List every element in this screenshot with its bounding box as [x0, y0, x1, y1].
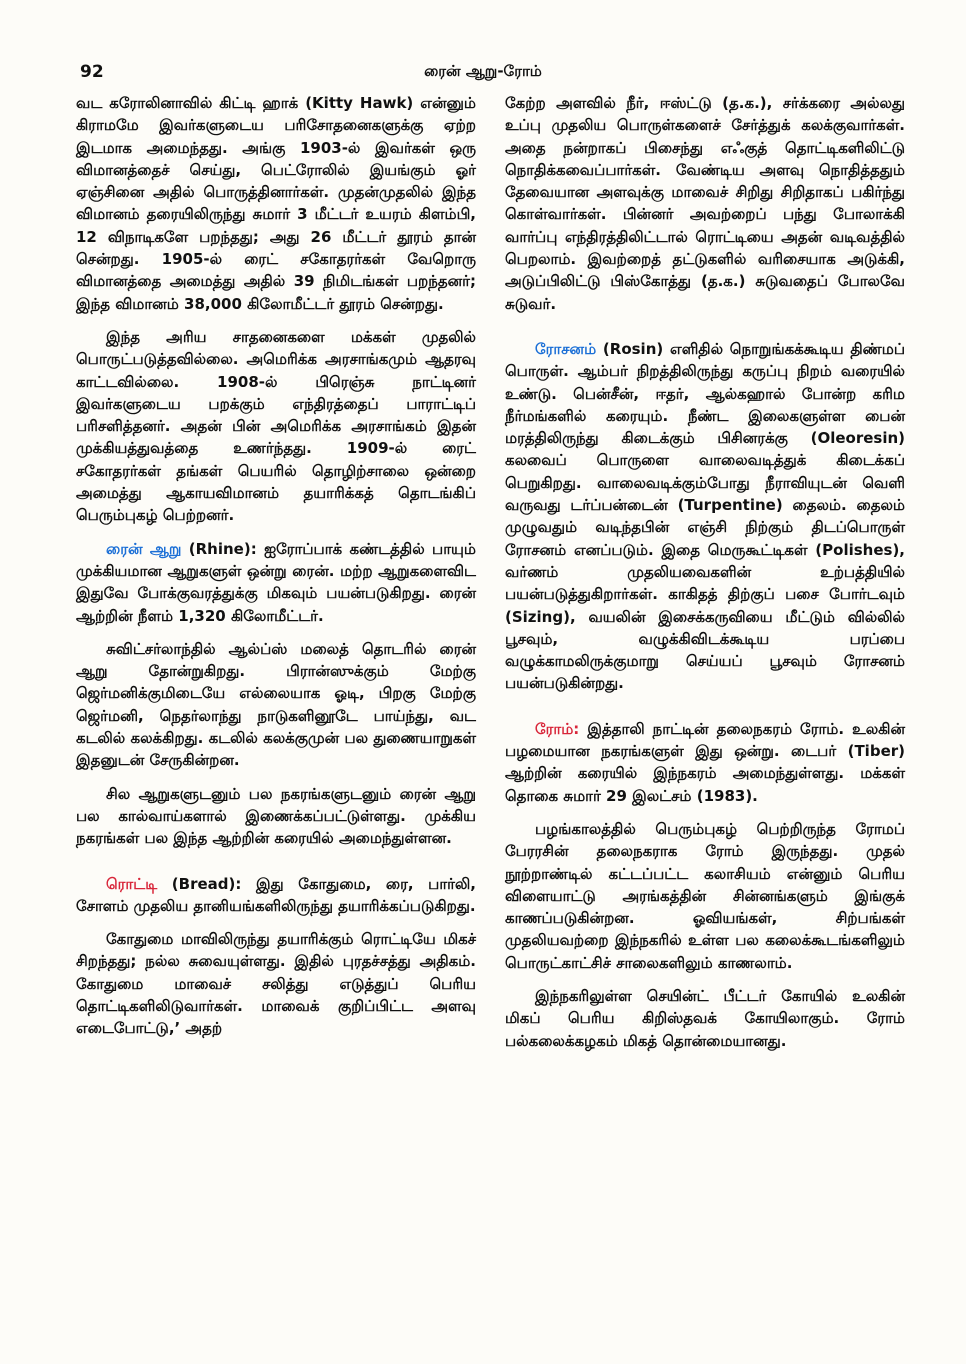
- rhine-heading: ரைன் ஆறு: [106, 539, 182, 558]
- wright-continuation-paragraph: வட கரோலினாவில் கிட்டி ஹாக் (Kitty Hawk) என்னும் கிராமமே இவர்களுடைய பரிசோதனைகளுக்கு ஏற்ற இடமாக அமைந்தது. அங்கு 1903-ல் இவர்கள் ஒரு விமானத்தைச் செய்து, பெட்ரோலில் இயங்கும் ஓர் ஏஞ்சினை அதில் பொருத்தினார்கள். முதன்முதலில் இந்த விமானம் தரையிலிருந்து சுமார் 3 மீட்டர் உயரம் கிளம்பி, 12 விநாடிகளே பறந்தது; அது 26 மீட்டர் தூரம் தான் சென்றது. 1905-ல் ரைட் சகோதரர்கள் வேறொரு விமானத்தை அமைத்து அதில் 39 நிமிடங்கள் பறந்தனர்; இந்த விமானம் 38,000 கிலோமீட்டர் தூரம் சென்றது.: [76, 94, 476, 313]
- bread-entry: [76, 873, 476, 918]
- rome-history-paragraph: பழங்காலத்தில் பெரும்புகழ் பெற்றிருந்த ரோமப் பேரரசின் தலைநகராக ரோம் இருந்தது. முதல் நூற்றாண்டில் கட்டப்பட்ட கலாசியம் என்னும் பெரிய விளையாட்டு அரங்கத்தின் சின்னங்களும் இங்குக் காணப்படுகின்றன. ஓவியங்கள், சிற்பங்கள் முதலியவற்றை இந்நகரில் உள்ள பல கலைக்கூடங்களிலும் பொருட்காட்சிச் சாலைகளிலும் காணலாம்.: [505, 819, 905, 972]
- rhine-canals-paragraph: சில ஆறுகளுடனும் பல நகரங்களுடனும் ரைன் ஆறு பல கால்வாய்களால் இணைக்கப்பட்டுள்ளது. முக்கிய நகரங்கள் பல இந்த ஆற்றின் கரையில் அமைந்துள்ளன.: [76, 784, 476, 848]
- right-column: [505, 92, 905, 1063]
- rome-heading: ரோம்:: [535, 719, 580, 738]
- rome-church-paragraph: இந்நகரிலுள்ள செயின்ட் பீட்டர் கோயில் உலகின் மிகப் பெரிய கிறிஸ்தவக் கோயிலாகும். ரோம் பல்கலைக்கழகம் மிகத் தொன்மையானது.: [505, 986, 905, 1050]
- page-header: [0, 62, 966, 86]
- left-column: [76, 92, 476, 1051]
- bread-english-term: (Bread):: [171, 874, 242, 893]
- bread-making-paragraph: கோதுமை மாவிலிருந்து தயாரிக்கும் ரொட்டியே மிகச் சிறந்தது; நல்ல சுவையுள்ளது. இதில் புரதச்சத்து அதிகம். கோதுமை மாவைச் சலித்து எடுத்துப் பெரிய தொட்டிகளிலிடுவார்கள். மாவைக் குறிப்பிட்ட அளவு எடைபோட்டு,’ அதற்: [76, 930, 476, 1038]
- rhine-text: ஐரோப்பாக் கண்டத்தில் பாயும் முக்கியமான ஆறுகளுள் ஒன்று ரைன். மற்ற ஆறுகளைவிட இதுவே போக்குவரத்துக்கு மிகவும் பயன்படுகிறது. ரைன் ஆற்றின் நீளம் 1,320 கிலோமீட்டர்.: [76, 539, 476, 625]
- rome-text: இத்தாலி நாட்டின் தலைநகரம் ரோம். உலகின் பழமையான நகரங்களுள் இது ஒன்று. டைபர் (Tiber) ஆற்றின் கரையில் இந்நகரம் அமைந்துள்ளது. மக்கள் தொகை சுமார் 29 இலட்சம் (1983).: [505, 719, 905, 805]
- rhine-course-paragraph: சுவிட்சர்லாந்தில் ஆல்ப்ஸ் மலைத் தொடரில் ரைன் ஆறு தோன்றுகிறது. பிரான்ஸுக்கும் மேற்கு ஜெர்மனிக்குமிடையே எல்லையாக ஓடி, பிறகு மேற்கு ஜெர்மனி, நெதர்லாந்து நாடுகளினூடே பாய்ந்து, வட கடலில் கலக்கிறது. கடலில் கலக்குமுன் பல துணையாறுகள் இதனுடன் சேருகின்றன.: [76, 639, 476, 770]
- rhine-english-term: (Rhine):: [188, 539, 257, 558]
- bread-heading: ரொட்டி: [106, 874, 158, 893]
- rosin-english-term: (Rosin): [602, 339, 664, 358]
- rome-entry: [505, 718, 905, 807]
- running-title: ரைன் ஆறு-ரோம்: [424, 62, 542, 80]
- rosin-entry: [505, 338, 905, 695]
- rosin-text: எளிதில் நொறுங்கக்கூடிய திண்மப் பொருள். ஆம்பர் நிறத்திலிருந்து கருப்பு நிறம் வரையில் உண்டு. பென்சீன், ஈதர், ஆல்கஹால் போன்ற கரிம நீர்மங்களில் கரையும். நீண்ட இலைகளுள்ள பைன் மரத்திலிருந்து கிடைக்கும் பிசினரக்கு (Oleoresin) கலவைப் பொருளை வாலைவடித்துக் கிடைக்கப் பெறுகிறது. வாலைவடிக்கும்போது நீராவியுடன் வெளி வருவது டர்ப்பன்டைன் (Turpentine) தைலம். தைலம் முழுவதும் வடிந்தபின் எஞ்சி நிற்கும் திடப்பொருள் ரோசனம் எனப்படும். இதை மெருகூட்டிகள் (Polishes), வர்ணம் முதலியவைகளின் உற்பத்தியில் பயன்படுத்துகிறார்கள். காகிதத் திற்குப் பசை போர்டவும் (Sizing), வயலின் இசைக்கருவியை மீட்டும் வில்லில் பூசவும், வழுக்கிவிடக்கூடிய பரப்பை வழுக்காமலிருக்குமாறு செய்யப் பூசவும் ரோசனம் பயன்படுகின்றது.: [505, 339, 905, 693]
- wright-recognition-paragraph: இந்த அரிய சாதனைகளை மக்கள் முதலில் பொருட்படுத்தவில்லை. அமெரிக்க அரசாங்கமும் ஆதரவு காட்டவில்லை. 1908-ல் பிரெஞ்சு நாட்டினர் இவர்களுடைய பறக்கும் எந்திரத்தைப் பாராட்டிப் பரிசளித்தனர். அதன் பின் அமெரிக்க அரசாங்கம் இதன் முக்கியத்துவத்தை உணர்ந்தது. 1909-ல் ரைட் சகோதரர்கள் தங்கள் பெயரில் தொழிற்சாலை ஒன்றை அமைத்து ஆகாயவிமானம் தயாரிக்கத் தொடங்கிப் பெரும்புகழ் பெற்றனர்.: [76, 327, 476, 525]
- rhine-entry: [76, 538, 476, 627]
- page-number: 92: [80, 62, 104, 82]
- rosin-heading: ரோசனம்: [535, 339, 597, 358]
- bread-text: இது கோதுமை, ரை, பார்லி, சோளம் முதலிய தானியங்களிலிருந்து தயாரிக்கப்படுகிறது.: [76, 874, 476, 915]
- bread-continuation-paragraph: கேற்ற அளவில் நீர், ஈஸ்ட்டு (த.க.), சர்க்கரை அல்லது உப்பு முதலிய பொருள்களைச் சேர்த்துக் கலக்குவார்கள். அதை நன்றாகப் பிசைந்து எஃகுத் தொட்டிகளிலிட்டு நொதிக்கவைப்பார்கள். வேண்டிய அளவு நொதித்ததும் தேவையான அளவுக்கு மாவைச் சிறிது சிறிதாகப் பகிர்ந்து கொள்வார்கள். பின்னர் அவற்றைப் பந்து போலாக்கி வார்ப்பு எந்திரத்திலிட்டால் ரொட்டியை அதன் வடிவத்தில் பெறலாம். இவற்றைத் தட்டுகளில் வரிசையாக அடுக்கி, அடுப்பிலிட்டு பிஸ்கோத்து (த.க.) சுடுவதைப் போலவே சுடுவர்.: [505, 94, 905, 313]
